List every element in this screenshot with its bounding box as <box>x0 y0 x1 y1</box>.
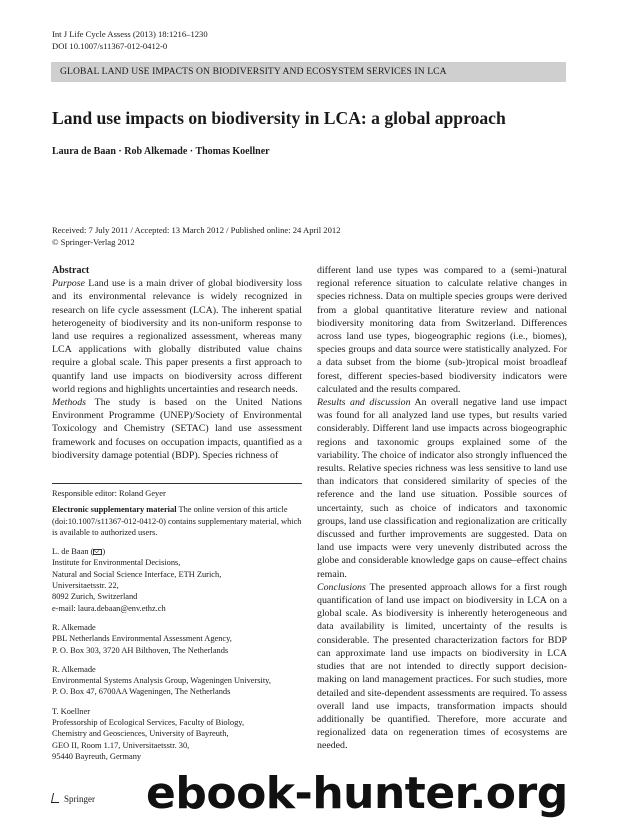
affiliation-line: Universitaetsstr. 22, <box>52 581 119 591</box>
affiliation-line: Chemistry and Geosciences, University of Bayreuth, <box>52 729 229 739</box>
author-list: Laura de Baan · Rob Alkemade · Thomas Koellner <box>52 146 270 157</box>
publication-dates <box>52 224 341 248</box>
article-title: Land use impacts on biodiversity in LCA: a global approach <box>52 108 506 128</box>
affiliation-author-name: T. Koellner <box>52 706 90 716</box>
affiliation-line: GEO II, Room 1.17, Universitaetsstr. 30, <box>52 740 190 750</box>
footnotes <box>52 488 302 762</box>
results-text: An overall negative land use impact was found for all analyzed land use types, but results varied considerably. Different land use impacts across biogeographic regions and taxonomic groups explained some of the variability. The choice of indicator also strongly influenced the results. Relative species richness was less sensitive to land use than indicators that considered similarity of species of the reference and the land use situation. Possible sources of uncertainty, such as choice of indicators and taxonomic groups, land use classification and regionalization are critically discussed and further improvements are suggested. Data on land use impacts were very unevenly distributed across the globe and considerable knowledge gaps on cause–effect chains remain. <box>317 397 567 580</box>
affiliation-line: Institute for Environmental Decisions, <box>52 558 181 568</box>
purpose-label: Purpose <box>52 278 85 290</box>
affiliation-line: 8092 Zurich, Switzerland <box>52 592 138 602</box>
affiliation-author-name: R. Alkemade <box>52 622 96 632</box>
conclusions-label: Conclusions <box>317 581 366 593</box>
affiliation-block <box>52 546 302 614</box>
affiliation-author <box>52 622 302 633</box>
affiliation-author-name: R. Alkemade <box>52 664 96 674</box>
doi-line: DOI 10.1007/s11367-012-0412-0 <box>52 41 168 51</box>
affiliation-line: Environmental Systems Analysis Group, Wageningen University, <box>52 676 271 686</box>
abstract-conclusions <box>317 581 567 753</box>
watermark: ebook-hunter.org <box>146 768 568 819</box>
affiliation-line: P. O. Box 303, 3720 AH Bilthoven, The Netherlands <box>52 645 229 655</box>
conclusions-text: The presented approach allows for a first rough quantification of land use impact on biodiversity in LCA on a global scale. As biodiversity is inherently heterogeneous and data availability is limited, uncertainty of the results is considerable. The presented characterization factors for BDP can approximate land use impacts on biodiversity in LCA studies that are not intended to directly support decision-making on land management practices. For such studies, more detailed and site-dependent assessments are required. To assess overall land use impacts, transformation impacts should additionally be quantified. Therefore, more accurate and regionalized data on regeneration times of ecosystems are needed. <box>317 581 567 752</box>
publisher-logo <box>52 793 95 804</box>
supplementary-note <box>52 504 302 538</box>
abstract-methods-part2 <box>317 264 567 396</box>
methods-text-part1: The study is based on the United Nations Environment Programme (UNEP)/Society of Environmental Toxicology and Chemistry (SETAC) land use assessment framework and focuses on occupation impacts, quantified as a biodiversity damage potential (BDP). Species richness of <box>52 397 302 461</box>
abstract-left-column <box>52 264 302 462</box>
purpose-text: Land use is a main driver of global biodiversity loss and its environmental relevance is widely recognized in research on life cycle assessment (LCA). The inherent spatial heterogeneity of biodiversity and its non-uniform response to land use requires a regionalized assessment, whereas many LCA applications with globally distributed value chains require a global scale. This paper presents a first approach to quantify land use impacts on biodiversity across different world regions and highlights uncertainties and research needs. <box>52 278 302 395</box>
abstract-right-column <box>317 264 567 753</box>
affiliation-block <box>52 706 302 762</box>
abstract-purpose <box>52 277 302 396</box>
affiliation-block <box>52 664 302 698</box>
results-label: Results and discussion <box>317 397 411 409</box>
date-line: Received: 7 July 2011 / Accepted: 13 March 2012 / Published online: 24 April 2012 <box>52 225 341 235</box>
responsible-editor: Responsible editor: Roland Geyer <box>52 489 166 498</box>
affiliation-author: L. de Baan ( ) <box>52 547 106 557</box>
abstract-methods-part1 <box>52 396 302 462</box>
affiliation-author <box>52 706 302 717</box>
section-banner: GLOBAL LAND USE IMPACTS ON BIODIVERSITY AND ECOSYSTEM SERVICES IN LCA <box>51 62 566 82</box>
affiliation-line: Natural and Social Science Interface, ETH Zurich, <box>52 569 222 579</box>
esm-label: Electronic supplementary material <box>52 505 177 515</box>
journal-line: Int J Life Cycle Assess (2013) 18:1216–1230 <box>52 29 208 39</box>
affiliation-line: PBL Netherlands Environmental Assessment Agency, <box>52 634 232 644</box>
methods-text-part2: different land use types was compared to a (semi-)natural regional reference situation to calculate relative changes in species richness. Data on multiple species groups were derived from a global quantitative literature review and national biodiversity monitoring data from Switzerland. Differences across land use types, biogeographic regions (i.e., biomes), species groups and data source were statistically analyzed. For a data subset from the biome (sub-)tropical moist broadleaf forest, different species-based biodiversity indicators were calculated and the results compared. <box>317 265 567 395</box>
footnote-separator <box>52 483 302 484</box>
springer-horse-icon <box>51 793 61 803</box>
affiliation-list <box>52 546 302 762</box>
journal-citation <box>52 28 208 52</box>
methods-label: Methods <box>52 397 87 409</box>
publisher-name: Springer <box>64 794 95 804</box>
affiliation-block <box>52 622 302 656</box>
affiliation-author-name: L. de Baan <box>52 547 89 557</box>
esm-text: The online version of this article (doi:10.1007/s11367-012-0412-0) contains supplementary material, which is available to authorized users. <box>52 505 302 537</box>
affiliation-line: e-mail: laura.debaan@env.ethz.ch <box>52 603 166 613</box>
affiliation-line: P. O. Box 47, 6700AA Wageningen, The Netherlands <box>52 687 231 697</box>
affiliation-line: Professorship of Ecological Services, Faculty of Biology, <box>52 718 245 728</box>
copyright-line: © Springer-Verlag 2012 <box>52 237 135 247</box>
abstract-results <box>317 396 567 581</box>
abstract-heading: Abstract <box>52 265 90 276</box>
corresponding-author-envelope-icon <box>93 549 102 555</box>
affiliation-author <box>52 664 302 675</box>
affiliation-line: 95440 Bayreuth, Germany <box>52 751 142 761</box>
